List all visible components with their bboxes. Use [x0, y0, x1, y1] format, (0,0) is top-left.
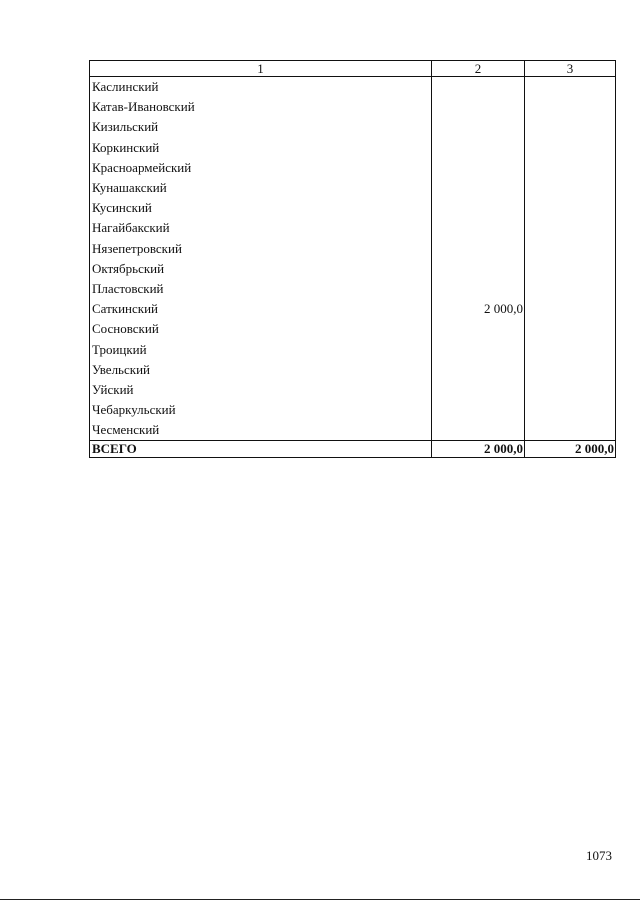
col3-value-cell [525, 117, 616, 137]
col3-value-cell [525, 299, 616, 319]
col2-value-cell [432, 259, 525, 279]
table-header [90, 61, 616, 77]
district-name-cell: Уйский [90, 380, 432, 400]
total-row [90, 441, 616, 458]
table-row [90, 259, 616, 279]
table-row [90, 198, 616, 218]
col2-value-cell [432, 218, 525, 238]
table-row [90, 218, 616, 238]
district-name-cell: Кунашакский [90, 178, 432, 198]
col2-value-cell [432, 178, 525, 198]
col3-value-cell [525, 218, 616, 238]
district-name-cell: Пластовский [90, 279, 432, 299]
col2-value-cell [432, 198, 525, 218]
district-name-cell: Кусинский [90, 198, 432, 218]
col3-value-cell [525, 339, 616, 359]
col3-value-cell [525, 380, 616, 400]
col3-value-cell [525, 400, 616, 420]
col2-value-cell [432, 117, 525, 137]
col2-value-cell [432, 138, 525, 158]
budget-table [89, 60, 616, 458]
table-row [90, 117, 616, 137]
header-col-1: 1 [90, 61, 432, 77]
col3-value-cell [525, 420, 616, 441]
table-row [90, 319, 616, 339]
table-body [90, 77, 616, 458]
district-name-cell: Нагайбакский [90, 218, 432, 238]
col3-value-cell [525, 77, 616, 98]
table-row [90, 158, 616, 178]
col3-value-cell [525, 279, 616, 299]
col2-value-cell [432, 360, 525, 380]
district-name-cell: Кизильский [90, 117, 432, 137]
col3-value-cell [525, 178, 616, 198]
header-col-2: 2 [432, 61, 525, 77]
col2-value-cell [432, 380, 525, 400]
col2-value-cell: 2 000,0 [432, 299, 525, 319]
table-row [90, 178, 616, 198]
col3-value-cell [525, 138, 616, 158]
col2-value-cell [432, 319, 525, 339]
district-name-cell: Чесменский [90, 420, 432, 441]
table-row [90, 77, 616, 98]
district-name-cell: Троицкий [90, 339, 432, 359]
page-number: 1073 [586, 848, 612, 863]
table-row [90, 360, 616, 380]
col2-value-cell [432, 339, 525, 359]
district-name-cell: Нязепетровский [90, 239, 432, 259]
table-row [90, 400, 616, 420]
district-name-cell: Увельский [90, 360, 432, 380]
col3-value-cell [525, 97, 616, 117]
total-col2-cell: 2 000,0 [432, 441, 525, 458]
col2-value-cell [432, 77, 525, 98]
table-row [90, 339, 616, 359]
table-row [90, 299, 616, 319]
col2-value-cell [432, 97, 525, 117]
col3-value-cell [525, 239, 616, 259]
district-name-cell: Чебаркульский [90, 400, 432, 420]
district-name-cell: Сосновский [90, 319, 432, 339]
col3-value-cell [525, 360, 616, 380]
district-name-cell: Красноармейский [90, 158, 432, 178]
bottom-rule [0, 899, 640, 900]
district-name-cell: Октябрьский [90, 259, 432, 279]
col3-value-cell [525, 198, 616, 218]
total-col3-cell: 2 000,0 [525, 441, 616, 458]
table-row [90, 279, 616, 299]
table-row [90, 97, 616, 117]
table-row [90, 239, 616, 259]
col2-value-cell [432, 239, 525, 259]
col2-value-cell [432, 400, 525, 420]
col3-value-cell [525, 319, 616, 339]
table-row [90, 380, 616, 400]
table-row [90, 420, 616, 441]
header-row [90, 61, 616, 77]
table-row [90, 138, 616, 158]
col3-value-cell [525, 259, 616, 279]
district-name-cell: Саткинский [90, 299, 432, 319]
col3-value-cell [525, 158, 616, 178]
header-col-3: 3 [525, 61, 616, 77]
col2-value-cell [432, 158, 525, 178]
col2-value-cell [432, 279, 525, 299]
district-name-cell: Катав-Ивановский [90, 97, 432, 117]
district-name-cell: Коркинский [90, 138, 432, 158]
total-label-cell: ВСЕГО [90, 441, 432, 458]
col2-value-cell [432, 420, 525, 441]
district-name-cell: Каслинский [90, 77, 432, 98]
